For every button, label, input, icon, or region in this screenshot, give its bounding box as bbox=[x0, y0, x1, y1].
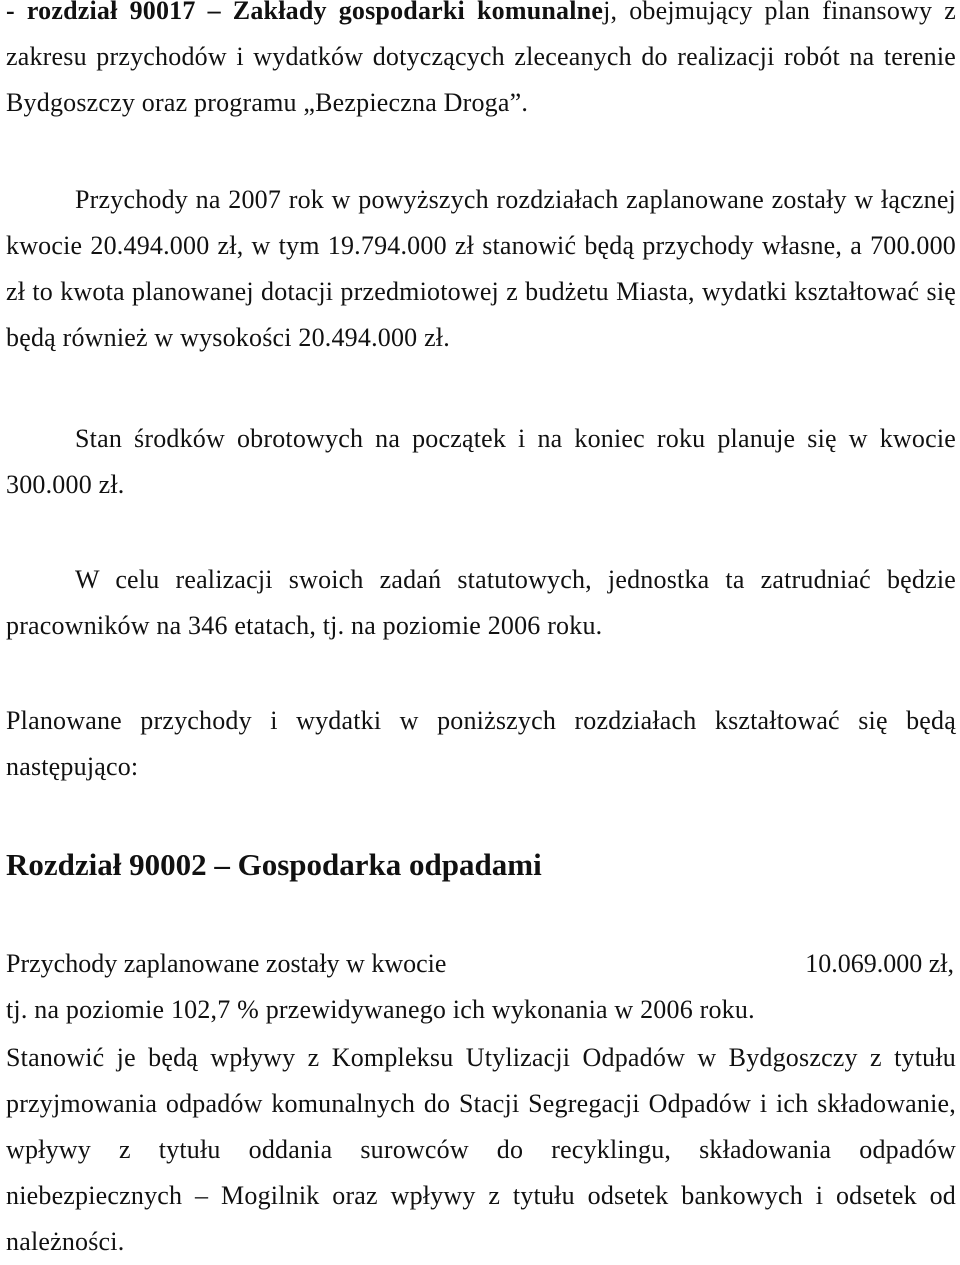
intro-paragraph bbox=[6, 0, 956, 126]
revenue-amount: 10.069.000 zł, bbox=[805, 949, 954, 978]
section-heading: Rozdział 90002 – Gospodarka odpadami bbox=[6, 847, 542, 882]
revenue-row bbox=[6, 941, 954, 987]
intro-bold-prefix: - rozdział 90017 – Zakłady gospodarki komunalne bbox=[6, 0, 604, 25]
revenue-level-line: tj. na poziomie 102,7 % przewidywanego ich wykonania w 2006 roku. bbox=[6, 995, 755, 1024]
revenue-label: Przychody zaplanowane zostały w kwocie bbox=[6, 949, 447, 978]
revenue-sources-paragraph: Stanowić je będą wpływy z Kompleksu Utylizacji Odpadów w Bydgoszczy z tytułu przyjmowania odpadów komunalnych do Stacji Segregacji Odpadów i ich składowanie, wpływy z tytułu oddania surowców do recyklingu, składowania odpadów niebezpiecznych – Mogilnik oraz wpływy z tytułu odsetek bankowych i odsetek od należności. bbox=[6, 1043, 956, 1256]
employment-paragraph: W celu realizacji swoich zadań statutowych, jednostka ta zatrudniać będzie pracowników na 346 etatach, tj. na poziomie 2006 roku. bbox=[6, 565, 956, 640]
working-capital-paragraph: Stan środków obrotowych na początek i na koniec roku planuje się w kwocie 300.000 zł. bbox=[6, 424, 956, 499]
intro-text: j, obejmujący plan finansowy z zakresu przychodów i wydatków dotyczących zleceanych do realizacji robót na terenie Bydgoszczy oraz programu „Bezpieczna Droga”. bbox=[6, 0, 957, 117]
planned-intro-paragraph: Planowane przychody i wydatki w poniższych rozdziałach kształtować się będą następująco: bbox=[6, 706, 956, 781]
revenue-2007-paragraph: Przychody na 2007 rok w powyższych rozdziałach zaplanowane zostały w łącznej kwocie 20.494.000 zł, w tym 19.794.000 zł stanowić będą przychody własne, a 700.000 zł to kwota planowanej dotacji przedmiotowej z budżetu Miasta, wydatki kształtować się będą również w wysokości 20.494.000 zł. bbox=[6, 185, 956, 352]
